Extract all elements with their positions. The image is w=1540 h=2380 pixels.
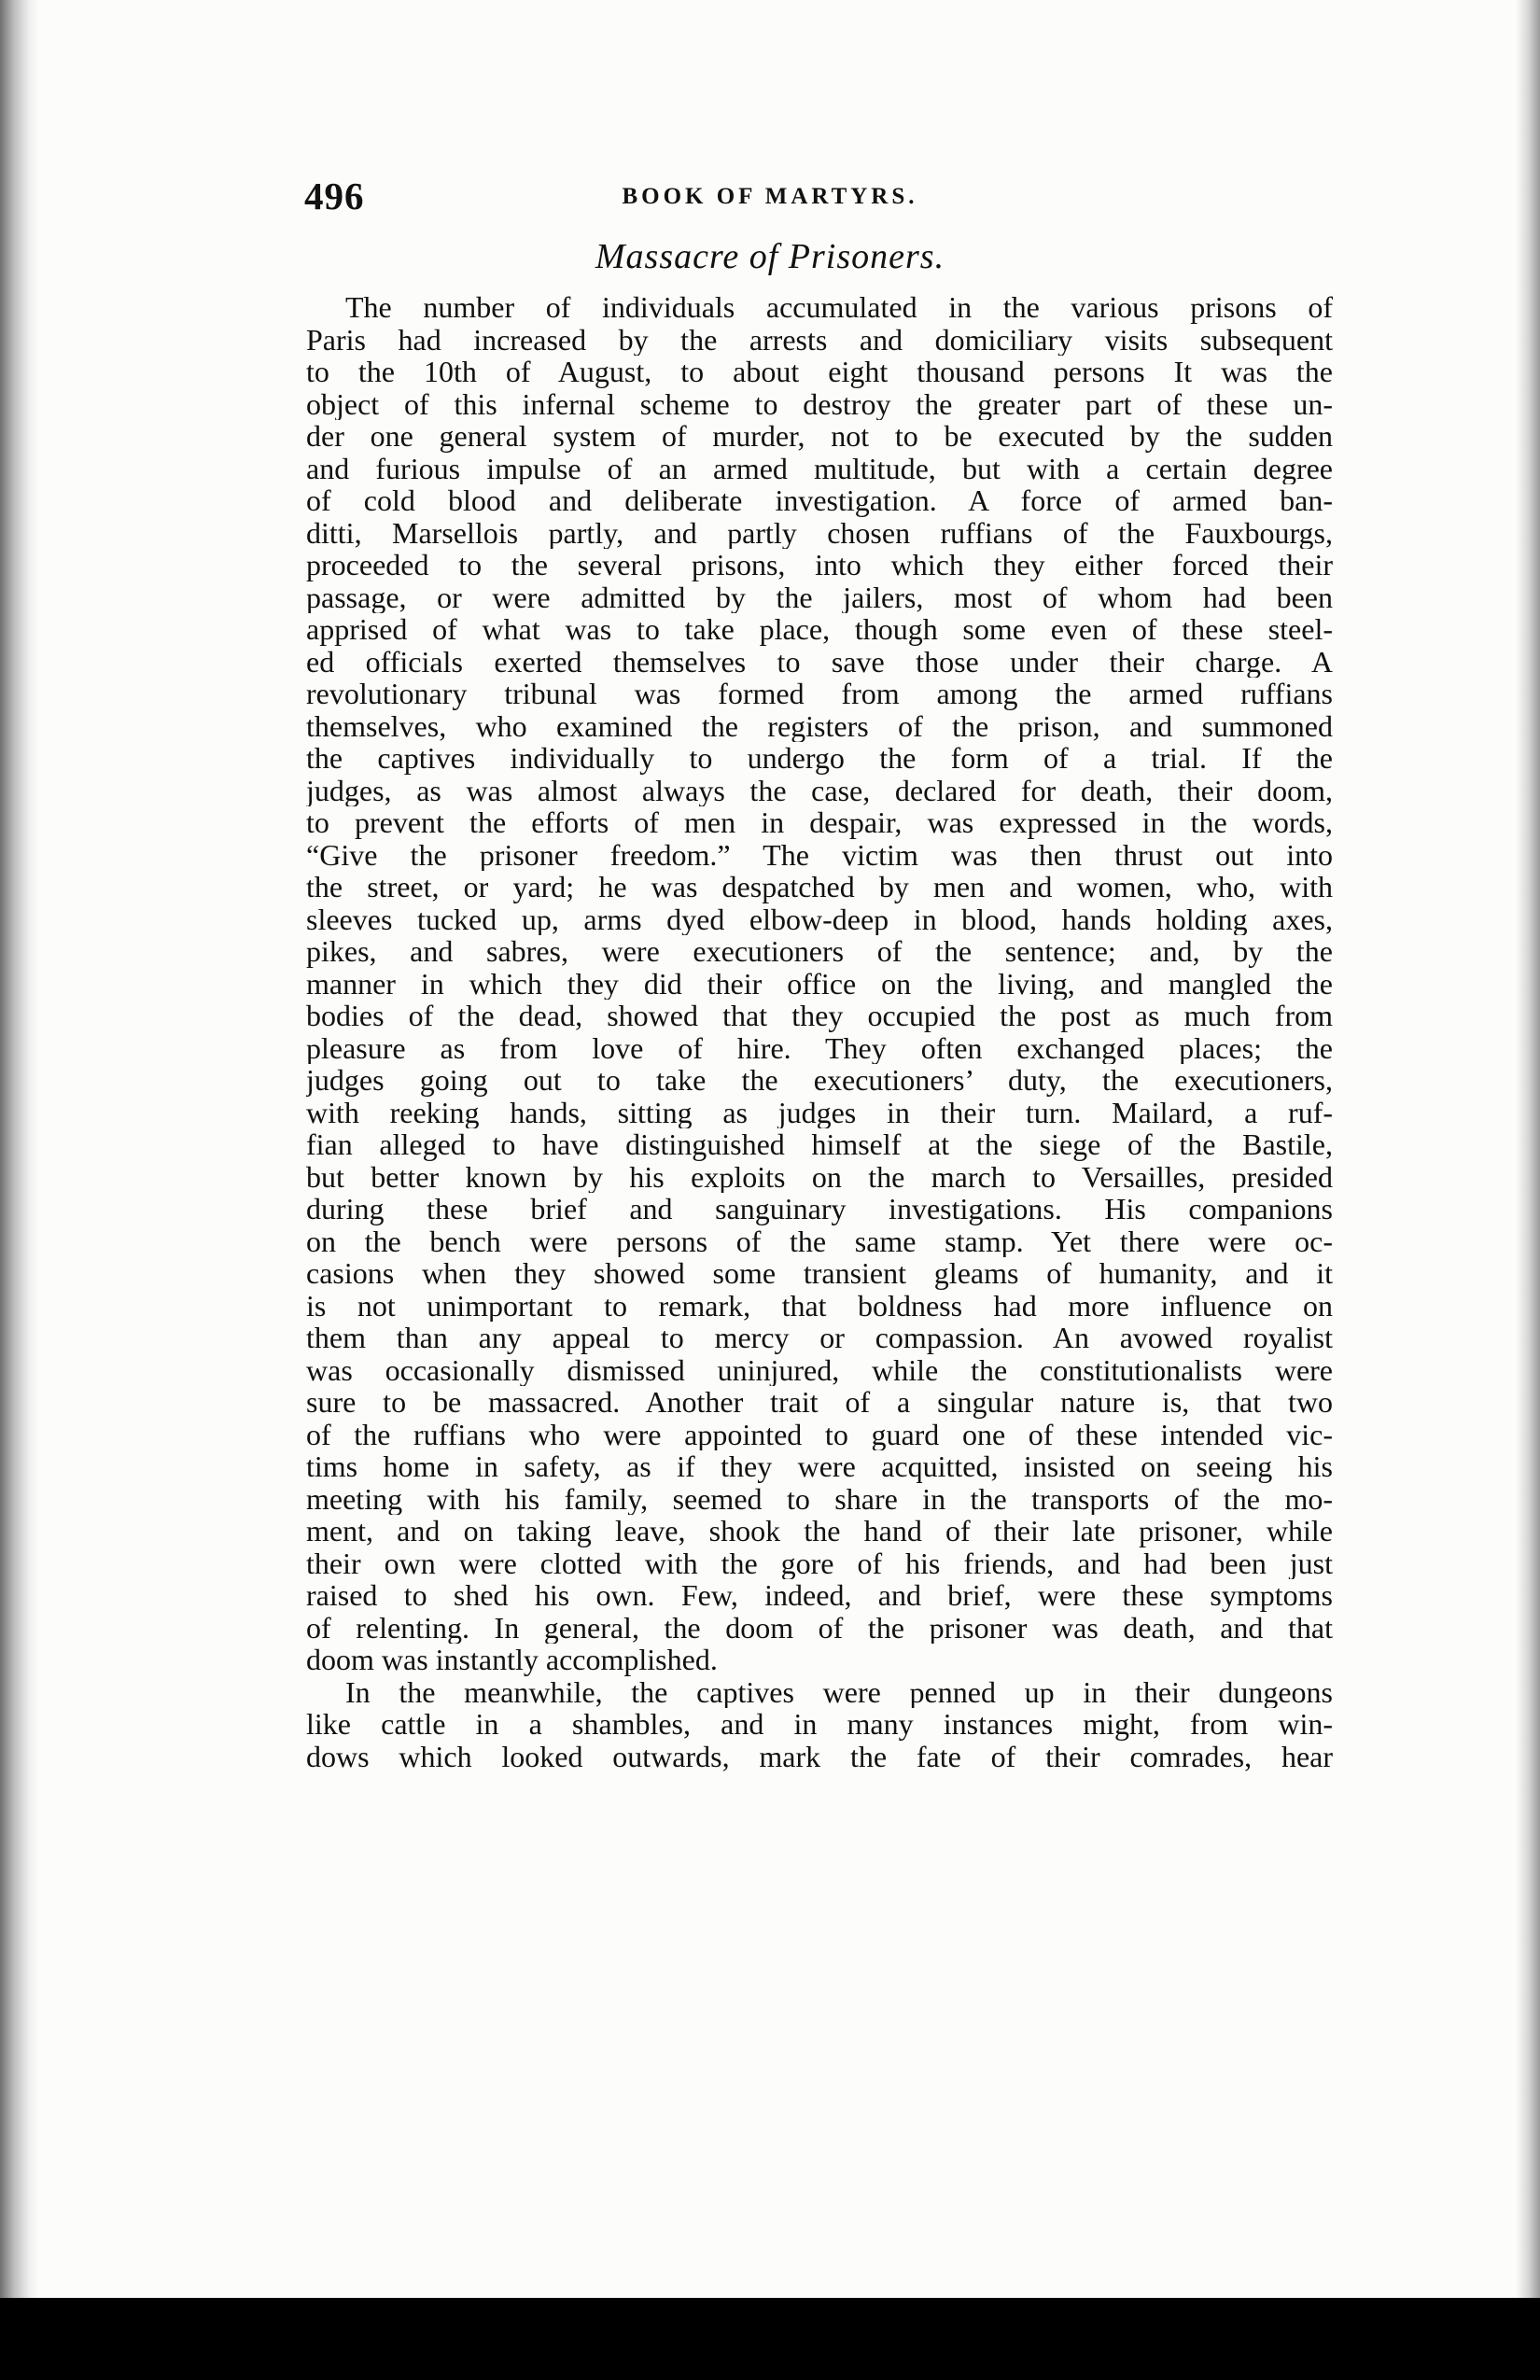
text-line: and furious impulse of an armed multitude, but with a certain degree — [306, 452, 1333, 484]
text-line: on the bench were persons of the same stamp. Yet there were oc- — [306, 1225, 1333, 1257]
body-text — [306, 291, 1333, 1772]
text-line: with reeking hands, sitting as judges in their turn. Mailard, a ruf- — [306, 1096, 1333, 1128]
text-line: ed officials exerted themselves to save those under their charge. A — [306, 645, 1333, 678]
text-line: of relenting. In general, the doom of the prisoner was death, and that — [306, 1611, 1333, 1644]
text-line: ditti, Marsellois partly, and partly chosen ruffians of the Fauxbourgs, — [306, 516, 1333, 549]
text-line: manner in which they did their office on the living, and mangled the — [306, 967, 1333, 1000]
text-line: Paris had increased by the arrests and domiciliary visits subsequent — [306, 323, 1333, 356]
text-line: revolutionary tribunal was formed from among the armed ruffians — [306, 678, 1333, 710]
text-line: the street, or yard; he was despatched by men and women, who, with — [306, 871, 1333, 903]
text-line: sleeves tucked up, arms dyed elbow-deep in blood, hands holding axes, — [306, 903, 1333, 935]
text-line: was occasionally dismissed uninjured, while the constitutionalists were — [306, 1353, 1333, 1386]
text-line: proceeded to the several prisons, into which they either forced their — [306, 549, 1333, 581]
text-line: the captives individually to undergo the form of a trial. If the — [306, 742, 1333, 775]
text-line: is not unimportant to remark, that boldness had more influence on — [306, 1289, 1333, 1322]
text-line: raised to shed his own. Few, indeed, and brief, were these symptoms — [306, 1579, 1333, 1612]
text-line: object of this infernal scheme to destroy the greater part of these un- — [306, 387, 1333, 420]
text-line: In the meanwhile, the captives were penned up in their dungeons — [345, 1675, 1333, 1708]
paragraph — [306, 1676, 1333, 1773]
text-line: meeting with his family, seemed to share in the transports of the mo- — [306, 1482, 1333, 1515]
text-line: their own were clotted with the gore of his friends, and had been just — [306, 1547, 1333, 1579]
text-line: pleasure as from love of hire. They often exchanged places; the — [306, 1031, 1333, 1064]
text-line: themselves, who examined the registers of the prison, and summoned — [306, 709, 1333, 742]
text-line: judges, as was almost always the case, declared for death, their doom, — [306, 774, 1333, 806]
text-line: “Give the prisoner freedom.” The victim was then thrust out into — [306, 838, 1333, 871]
text-line: dows which looked outwards, mark the fate of their comrades, hear — [306, 1740, 1333, 1772]
text-line: apprised of what was to take place, though some even of these steel- — [306, 613, 1333, 646]
text-line: pikes, and sabres, were executioners of the sentence; and, by the — [306, 935, 1333, 968]
text-line: of cold blood and deliberate investigation. A force of armed ban- — [306, 484, 1333, 517]
text-line: during these brief and sanguinary investigations. His companions — [306, 1193, 1333, 1225]
page-edge-shadow — [1516, 0, 1540, 2380]
text-line: like cattle in a shambles, and in many instances might, from win- — [306, 1708, 1333, 1741]
text-line: passage, or were admitted by the jailers, most of whom had been — [306, 581, 1333, 613]
text-line: The number of individuals accumulated in the various prisons of — [345, 291, 1333, 324]
page-number: 496 — [304, 175, 365, 217]
text-line: fian alleged to have distinguished himself at the siege of the Bastile, — [306, 1128, 1333, 1161]
running-head: BOOK OF MARTYRS. — [622, 184, 918, 209]
book-spine-shadow — [0, 0, 39, 2380]
text-line: ment, and on taking leave, shook the hand of their late prisoner, while — [306, 1515, 1333, 1547]
text-line: them than any appeal to mercy or compassion. An avowed royalist — [306, 1322, 1333, 1354]
text-line: to the 10th of August, to about eight thousand persons It was the — [306, 356, 1333, 388]
text-line: tims home in safety, as if they were acquitted, insisted on seeing his — [306, 1450, 1333, 1483]
section-title: Massacre of Prisoners. — [595, 237, 945, 276]
scan-bottom-border — [0, 2298, 1540, 2380]
text-line: sure to be massacred. Another trait of a singular nature is, that two — [306, 1386, 1333, 1419]
text-line: judges going out to take the executioners’ duty, the executioners, — [306, 1064, 1333, 1097]
text-line: der one general system of murder, not to be executed by the sudden — [306, 420, 1333, 453]
text-line: doom was instantly accomplished. — [306, 1644, 718, 1676]
text-line: casions when they showed some transient gleams of humanity, and it — [306, 1257, 1333, 1290]
text-line: to prevent the efforts of men in despair, was expressed in the words, — [306, 806, 1333, 839]
paragraph — [306, 291, 1333, 1676]
text-line: of the ruffians who were appointed to guard one of these intended vic- — [306, 1418, 1333, 1450]
text-line: but better known by his exploits on the march to Versailles, presided — [306, 1160, 1333, 1193]
text-line: bodies of the dead, showed that they occupied the post as much from — [306, 1000, 1333, 1032]
